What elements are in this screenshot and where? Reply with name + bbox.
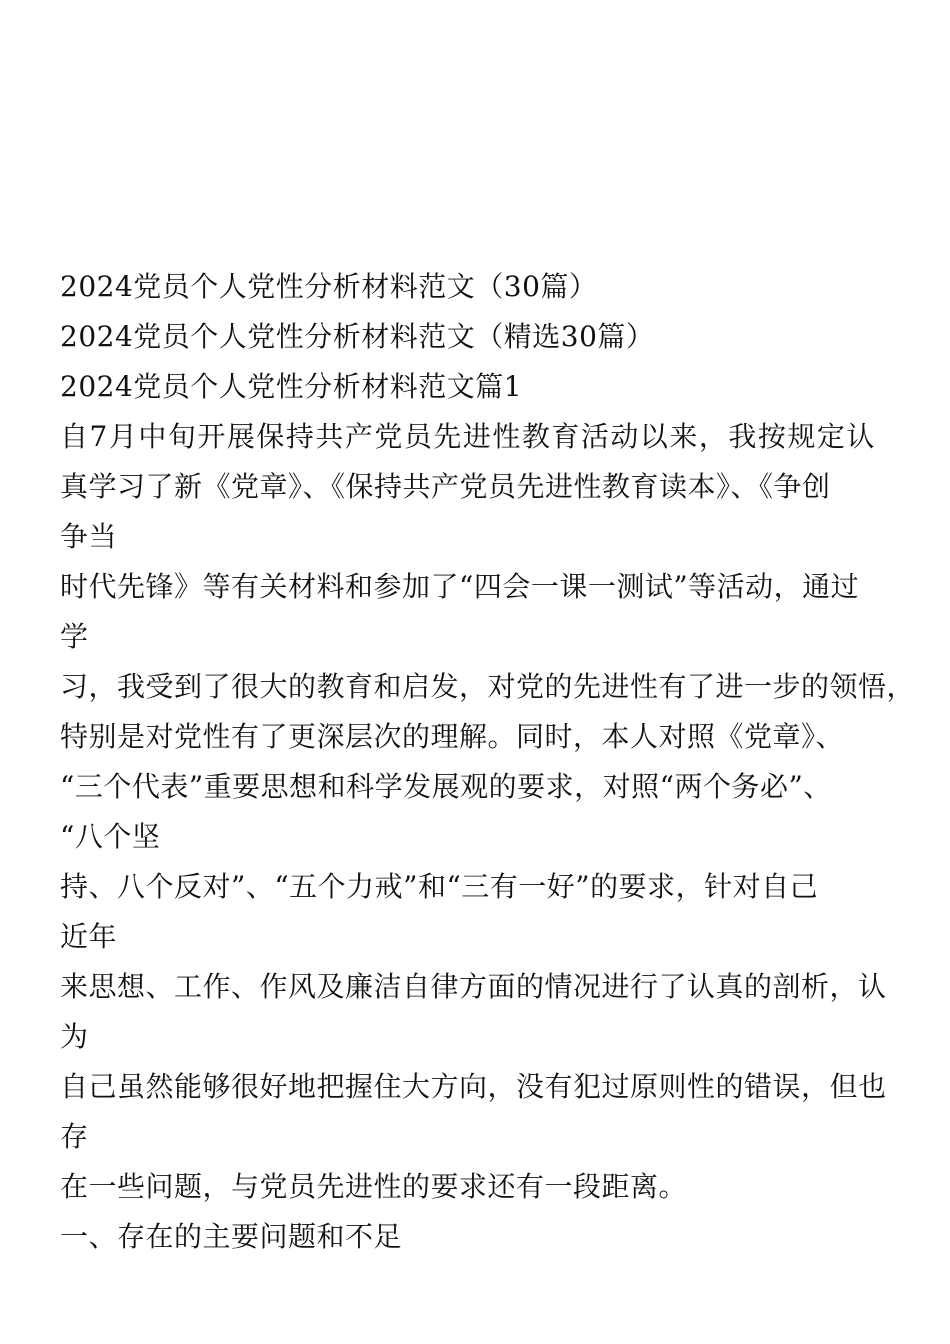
paragraph-line: 真学习了新《党章》、《保持共产党员先进性教育读本》、《争创 [60, 470, 831, 503]
paragraph-line: 在一些问题，与党员先进性的要求还有一段距离。 [60, 1170, 688, 1203]
paragraph-line: 存 [60, 1120, 89, 1153]
paragraph-line: 为 [60, 1020, 89, 1053]
paragraph-line: 学 [60, 620, 89, 653]
title-line-selected-30: 2024党员个人党性分析材料范文（精选30篇） [60, 320, 655, 353]
section-heading: 一、存在的主要问题和不足 [60, 1220, 403, 1253]
paragraph-line: 持、八个反对”、“五个力戒”和“三有一好”的要求，针对自己 [60, 870, 819, 903]
paragraph-line: 争当 [60, 520, 118, 553]
paragraph-line: 近年 [60, 920, 118, 953]
paragraph-line: 来思想、工作、作风及廉洁自律方面的情况进行了认真的剖析，认 [60, 970, 887, 1003]
document-body [60, 262, 920, 1262]
paragraph-line: 习，我受到了很大的教育和启发，对党的先进性有了进一步的领悟， [60, 670, 916, 703]
title-line-30: 2024党员个人党性分析材料范文（30篇） [60, 270, 598, 303]
paragraph-line: 时代先锋》等有关材料和参加了“四会一课一测试”等活动，通过 [60, 570, 860, 603]
paragraph-line: “八个坚 [60, 820, 161, 853]
article-heading: 2024党员个人党性分析材料范文篇1 [60, 370, 523, 403]
paragraph-line: 自己虽然能够很好地把握住大方向，没有犯过原则性的错误，但也 [60, 1070, 887, 1103]
paragraph-line: 特别是对党性有了更深层次的理解。同时，本人对照《党章》、 [60, 720, 845, 753]
paragraph-line: “三个代表”重要思想和科学发展观的要求，对照“两个务必”、 [60, 770, 832, 803]
paragraph-line: 自7月中旬开展保持共产党员先进性教育活动以来，我按规定认 [60, 420, 876, 453]
